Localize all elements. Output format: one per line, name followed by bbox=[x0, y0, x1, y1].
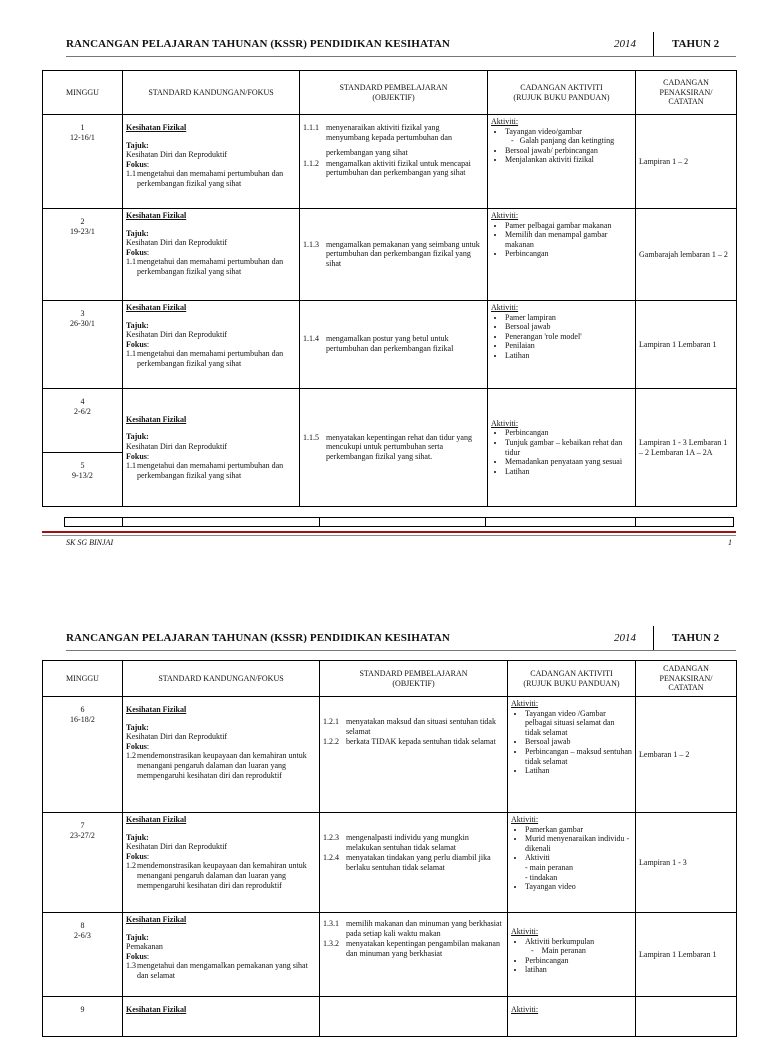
list-item: • Pamer pelbagai gambar makanan bbox=[505, 221, 632, 231]
document-year: 2014 bbox=[614, 38, 636, 50]
col-minggu: MINGGU bbox=[43, 71, 123, 115]
activities-cell: Aktiviti: • Tayangan video /Gambar pelbagai situasi selamat dan tidak selamat • Bersoal jawab • Perbincangan – maksud sentuhan tidak selamat • Latihan bbox=[508, 697, 636, 813]
list-item: • Aktiviti - main peranan - tindakan bbox=[525, 853, 632, 882]
objectives-cell: 1.1.4 mengamalkan postur yang betul untuk pertumbuhan dan perkembangan fizikal bbox=[300, 301, 488, 389]
list-item: • Murid menyenaraikan individu - dikenali bbox=[525, 834, 632, 853]
list-item: • Penerangan 'role model' bbox=[505, 332, 632, 342]
footer-school: SK SG BINJAI bbox=[66, 538, 114, 547]
activities-cell: Aktiviti: • Pamerkan gambar • Murid menyenaraikan individu - dikenali • Aktiviti - main peranan - tindakan • Tayangan video bbox=[508, 813, 636, 913]
list-item: • Latihan bbox=[525, 766, 632, 776]
list-item: • Perbincangan – maksud sentuhan tidak selamat bbox=[525, 747, 632, 766]
week-cell: 2 19-23/1 bbox=[43, 209, 123, 301]
content-standard-cell: Kesihatan Fizikal Tajuk: Kesihatan Diri dan Reproduktif Fokus: 1.2 mendemonstrasikan keupayaan dan kemahiran untuk menangani pengaruh dalaman dan luaran yang mempengaruhi kesihatan diri dan reproduktif bbox=[123, 697, 320, 813]
header-divider bbox=[653, 626, 654, 650]
week-cell: 1 12-16/1 bbox=[43, 115, 123, 209]
content-standard-cell: Kesihatan Fizikal Tajuk: Pemakanan Fokus: 1.3 mengetahui dan mengamalkan pemakanan yang sihat dan selamat bbox=[123, 913, 320, 997]
page2-header bbox=[66, 632, 768, 652]
notes-cell: Lampiran 1 - 3 bbox=[636, 813, 737, 913]
week-cell: 7 23-27/2 bbox=[43, 813, 123, 913]
table-row bbox=[43, 115, 737, 209]
list-item: • Latihan bbox=[505, 351, 632, 361]
lesson-plan-table-page2 bbox=[42, 660, 737, 1037]
objectives-cell: 1.2.3 mengenalpasti individu yang mungkin melakukan sentuhan tidak selamat 1.2.4 menyatakan tindakan yang perlu diambil jika berlaku sentuhan tidak selamat bbox=[320, 813, 508, 913]
activities-cell: Aktiviti: • Perbincangan • Tunjuk gambar – kebaikan rehat dan tidur • Memadankan penyataan yang sesuai • Latihan bbox=[488, 389, 636, 507]
list-item: • Tunjuk gambar – kebaikan rehat dan tidur bbox=[505, 438, 632, 457]
list-item: • Latihan bbox=[505, 467, 632, 477]
activities-cell: Aktiviti: • Tayangan video/gambar - Galah panjang dan ketingting • Bersoal jawab/ perbincangan • Menjalankan aktiviti fizikal bbox=[488, 115, 636, 209]
content-standard-cell: Kesihatan Fizikal bbox=[123, 997, 320, 1037]
table-row bbox=[43, 913, 737, 997]
objectives-cell: 1.1.3 mengamalkan pemakanan yang seimbang untuk pertumbuhan dan perkembangan fizikal yang sihat bbox=[300, 209, 488, 301]
header-divider bbox=[653, 32, 654, 56]
table-row bbox=[43, 301, 737, 389]
objectives-cell: 1.1.5 menyatakan kepentingan rehat dan tidur yang mencukupi untuk pertumbuhan serta perkembangan fizikal yang sihat. bbox=[300, 389, 488, 507]
col-cadangan-aktiviti: CADANGAN AKTIVITI (RUJUK BUKU PANDUAN) bbox=[488, 71, 636, 115]
week-cell: 8 2-6/3 bbox=[43, 913, 123, 997]
list-item: • Aktiviti berkumpulan - Main peranan bbox=[525, 937, 632, 956]
footer-page-number: 1 bbox=[728, 538, 732, 547]
activities-cell: Aktiviti: bbox=[508, 997, 636, 1037]
table-row bbox=[43, 209, 737, 301]
table-row bbox=[43, 697, 737, 813]
activities-cell: Aktiviti: • Aktiviti berkumpulan - Main peranan • Perbincangan • latihan bbox=[508, 913, 636, 997]
footer-rule bbox=[42, 531, 736, 533]
content-standard-cell: Kesihatan Fizikal Tajuk: Kesihatan Diri dan Reproduktif Fokus: 1.1 mengetahui dan memahami pertumbuhan dan perkembangan fizikal yang sihat bbox=[123, 115, 300, 209]
list-item: • Pamer lampiran bbox=[505, 313, 632, 323]
activities-cell: Aktiviti: • Pamer lampiran • Bersoal jawab • Penerangan 'role model' • Penilaian • Latihan bbox=[488, 301, 636, 389]
activities-cell: Aktiviti: • Pamer pelbagai gambar makanan • Memilih dan menampal gambar makanan • Perbincangan bbox=[488, 209, 636, 301]
col-standard-kandungan: STANDARD KANDUNGAN/FOKUS bbox=[123, 71, 300, 115]
notes-cell: Lampiran 1 Lembaran 1 bbox=[636, 913, 737, 997]
list-item: • Pamerkan gambar bbox=[525, 825, 632, 835]
list-item: • Bersoal jawab/ perbincangan bbox=[505, 146, 632, 156]
list-item: • Perbincangan bbox=[505, 428, 632, 438]
list-item: • Tayangan video/gambar - Galah panjang dan ketingting bbox=[505, 127, 632, 146]
header-rule bbox=[66, 650, 736, 651]
content-standard-cell: Kesihatan Fizikal Tajuk: Kesihatan Diri dan Reproduktif Fokus: 1.1 mengetahui dan memahami pertumbuhan dan perkembangan fizikal yang sihat bbox=[123, 389, 300, 507]
list-item: • latihan bbox=[525, 965, 632, 975]
table-row bbox=[43, 813, 737, 913]
notes-cell: Lampiran 1 – 2 bbox=[636, 115, 737, 209]
document-title: RANCANGAN PELAJARAN TAHUNAN (KSSR) PENDIDIKAN KESIHATAN bbox=[66, 38, 450, 50]
week-cell: 4 2-6/2 bbox=[43, 389, 123, 453]
notes-cell: Gambarajah lembaran 1 – 2 bbox=[636, 209, 737, 301]
page1-header bbox=[66, 38, 768, 58]
document-title: RANCANGAN PELAJARAN TAHUNAN (KSSR) PENDIDIKAN KESIHATAN bbox=[66, 632, 450, 644]
col-cadangan-penaksiran: CADANGAN PENAKSIRAN/ CATATAN bbox=[636, 661, 737, 697]
objectives-cell: 1.1.1 menyenaraikan aktiviti fizikal yang menyumbang kepada pertumbuhan dan perkembangan yang sihat 1.1.2 mengamalkan aktiviti fizikal untuk mencapai pertumbuhan dan perkembangan yang sihat bbox=[300, 115, 488, 209]
list-item: • Penilaian bbox=[505, 341, 632, 351]
col-minggu: MINGGU bbox=[43, 661, 123, 697]
week-cell: 3 26-30/1 bbox=[43, 301, 123, 389]
col-standard-pembelajaran: STANDARD PEMBELAJARAN (OBJEKTIF) bbox=[320, 661, 508, 697]
content-standard-cell: Kesihatan Fizikal Tajuk: Kesihatan Diri dan Reproduktif Fokus: 1.2 mendemonstrasikan keupayaan dan kemahiran untuk menangani pengaruh dalaman dan luaran yang mempengaruhi kesihatan diri dan reproduktif bbox=[123, 813, 320, 913]
notes-cell: Lampiran 1 - 3 Lembaran 1 – 2 Lembaran 1A – 2A bbox=[636, 389, 737, 507]
list-item: • Perbincangan bbox=[505, 249, 632, 259]
list-item: • Tayangan video /Gambar pelbagai situasi selamat dan tidak selamat bbox=[525, 709, 632, 738]
table-row bbox=[43, 389, 737, 453]
list-item: • Memilih dan menampal gambar makanan bbox=[505, 230, 632, 249]
notes-cell: Lembaran 1 – 2 bbox=[636, 697, 737, 813]
list-item: • Bersoal jawab bbox=[505, 322, 632, 332]
notes-cell: Lampiran 1 Lembaran 1 bbox=[636, 301, 737, 389]
lesson-plan-table-page1 bbox=[42, 70, 737, 507]
table-row bbox=[43, 997, 737, 1037]
col-standard-pembelajaran: STANDARD PEMBELAJARAN (OBJEKTIF) bbox=[300, 71, 488, 115]
header-rule bbox=[66, 56, 736, 57]
objectives-cell: 1.3.1 memilih makanan dan minuman yang berkhasiat pada setiap kali waktu makan 1.3.2 menyatakan kepentingan pengambilan makanan dan minuman yang berkhasiat bbox=[320, 913, 508, 997]
objectives-cell bbox=[320, 997, 508, 1037]
week-cell: 9 bbox=[43, 997, 123, 1037]
col-standard-kandungan: STANDARD KANDUNGAN/FOKUS bbox=[123, 661, 320, 697]
col-cadangan-aktiviti: CADANGAN AKTIVITI (RUJUK BUKU PANDUAN) bbox=[508, 661, 636, 697]
continuation-strip bbox=[64, 517, 734, 527]
list-item: • Menjalankan aktiviti fizikal bbox=[505, 155, 632, 165]
week-cell: 5 9-13/2 bbox=[43, 453, 123, 507]
document-year: 2014 bbox=[614, 632, 636, 644]
document-grade: TAHUN 2 bbox=[672, 38, 720, 50]
list-item: • Tayangan video bbox=[525, 882, 632, 892]
list-item: • Perbincangan bbox=[525, 956, 632, 966]
content-standard-cell: Kesihatan Fizikal Tajuk: Kesihatan Diri dan Reproduktif Fokus: 1.1 mengetahui dan memahami pertumbuhan dan perkembangan fizikal yang sihat bbox=[123, 209, 300, 301]
document-grade: TAHUN 2 bbox=[672, 632, 720, 644]
list-item: • Bersoal jawab bbox=[525, 737, 632, 747]
week-cell: 6 16-18/2 bbox=[43, 697, 123, 813]
footer-rule-thin bbox=[42, 535, 736, 536]
list-item: • Memadankan penyataan yang sesuai bbox=[505, 457, 632, 467]
objectives-cell: 1.2.1 menyatakan maksud dan situasi sentuhan tidak selamat 1.2.2 berkata TIDAK kepada sentuhan tidak selamat bbox=[320, 697, 508, 813]
col-cadangan-penaksiran: CADANGAN PENAKSIRAN/ CATATAN bbox=[636, 71, 737, 115]
notes-cell bbox=[636, 997, 737, 1037]
content-standard-cell: Kesihatan Fizikal Tajuk: Kesihatan Diri dan Reproduktif Fokus: 1.1 mengetahui dan memahami pertumbuhan dan perkembangan fizikal yang sihat bbox=[123, 301, 300, 389]
